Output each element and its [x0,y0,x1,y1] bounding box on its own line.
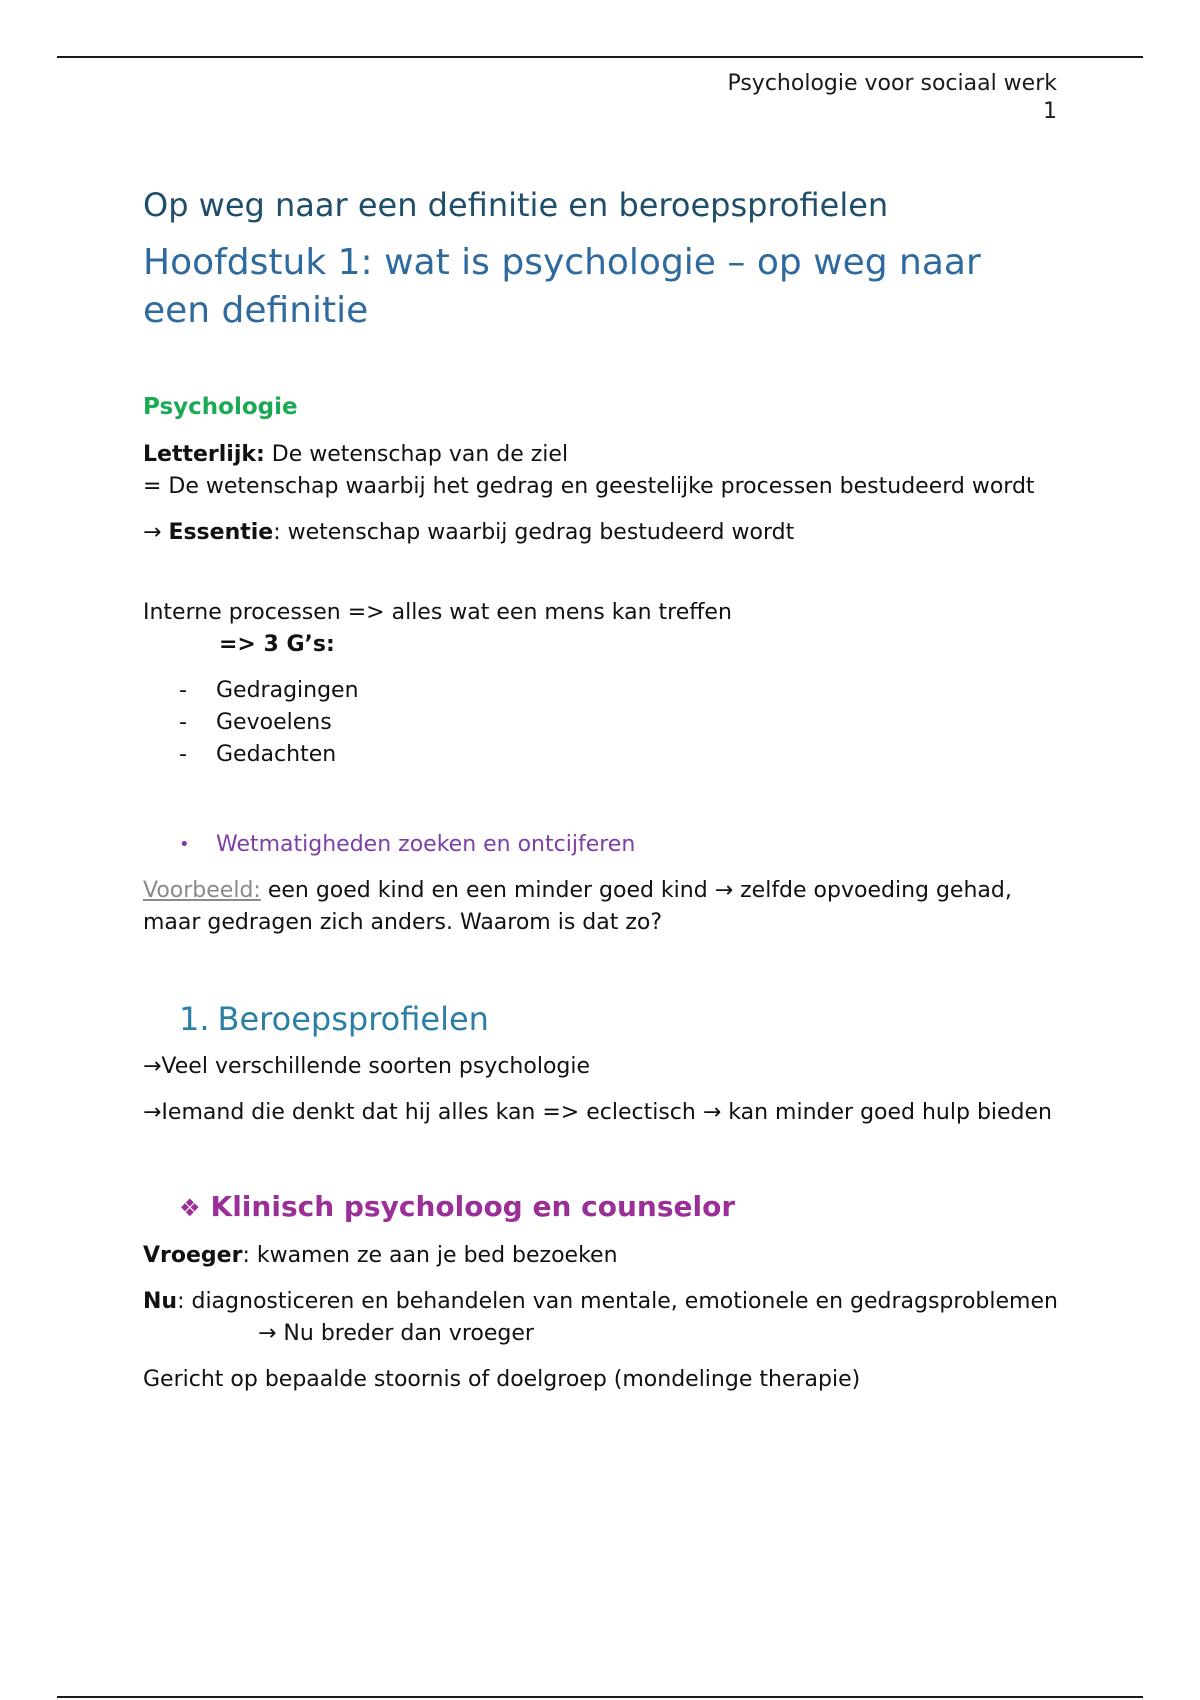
diamond-bullet-icon: ❖ [179,1194,201,1222]
essentie-text: : wetenschap waarbij gedrag bestudeerd wordt [273,520,795,545]
klinisch-heading [179,1189,1058,1226]
vroeger-text: : kwamen ze aan je bed bezoeken [242,1243,618,1268]
wetmatigheden-bullet [143,829,1058,861]
letterlijk-line [143,439,1058,471]
list-item [143,739,1058,771]
three-gs-line [143,629,1058,661]
header-rule [57,56,1143,58]
page-header [727,70,1057,126]
beroepsprofielen-heading [179,999,1058,1039]
nu-sub-line: → Nu breder dan vroeger [258,1321,534,1346]
document-title: Op weg naar een definitie en beroepsprofielen [143,186,889,224]
interne-processen-line: Interne processen => alles wat een mens kan treffen [143,600,732,625]
bullet-text: Wetmatigheden zoeken en ontcijferen [216,832,636,857]
dash-marker: - [179,742,187,767]
voorbeeld-label: Voorbeeld: [143,878,261,903]
voorbeeld-text: een goed kind en een minder goed kind → zelfde opvoeding gehad, maar gedragen zich anders. Waarom is dat zo? [143,878,1012,935]
list-item [143,675,1058,707]
definition-line: = De wetenschap waarbij het gedrag en geestelijke processen bestudeerd wordt [143,474,1035,499]
beroeps-line-2: →Iemand die denkt dat hij alles kan => eclectisch → kan minder goed hulp bieden [143,1100,1052,1125]
list-item-text: Gedragingen [216,678,359,703]
psychologie-heading: Psychologie [143,394,298,420]
dash-marker: - [179,678,187,703]
klinisch-title: Klinisch psycholoog en counselor [210,1190,736,1223]
letterlijk-text: De wetenschap van de ziel [264,442,569,467]
voorbeeld-paragraph [143,875,1058,939]
nu-label: Nu [143,1289,178,1314]
three-gs-list [143,675,1058,771]
document-body [143,185,1058,1396]
list-item-text: Gedachten [216,742,337,767]
beroeps-line-1: →Veel verschillende soorten psychologie [143,1054,591,1079]
essentie-label: Essentie [168,520,274,545]
letterlijk-label: Letterlijk: [143,442,265,467]
bullet-dot-icon: • [179,834,190,855]
vroeger-line [143,1240,1058,1272]
essentie-line [143,517,1058,549]
header-title: Psychologie voor sociaal werk [727,71,1057,96]
list-item [143,707,1058,739]
section-title: Beroepsprofielen [217,1000,489,1038]
three-gs-label: => 3 G’s: [219,632,335,657]
footer-rule [57,1696,1143,1698]
nu-line [143,1286,1058,1318]
arrow-icon: → [143,520,169,545]
section-number: 1. [179,1000,210,1038]
dash-marker: - [179,710,187,735]
chapter-title: Hoofdstuk 1: wat is psychologie – op weg naar een definitie [143,242,981,331]
vroeger-label: Vroeger [143,1243,243,1268]
page-number: 1 [1043,99,1057,124]
gericht-line: Gericht op bepaalde stoornis of doelgroep (mondelinge therapie) [143,1367,861,1392]
nu-text: : diagnosticeren en behandelen van mentale, emotionele en gedragsproblemen [177,1289,1058,1314]
list-item-text: Gevoelens [216,710,332,735]
